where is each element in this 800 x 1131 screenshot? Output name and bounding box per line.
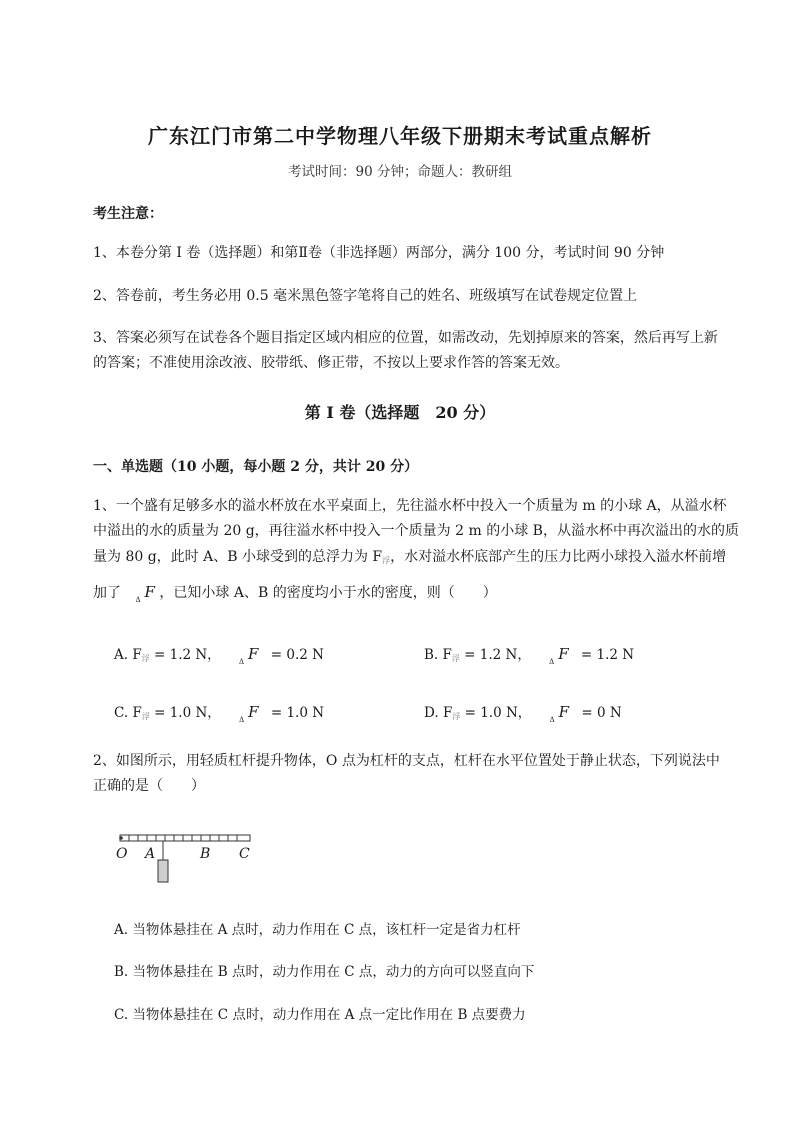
lever-ticks (129, 835, 237, 841)
notice-item-3-cont: 的答案；不准使用涂改液、胶带纸、修正带，不按以上要求作答的答案无效。 (93, 355, 569, 371)
q1-option-b[interactable]: B. $F_浮 = 1.2$ N， $_\Delta$ F = 1.2 N (424, 645, 635, 666)
q1-line-4: 加了 $_\Delta$ F ，已知小球 A、B 的密度均小于水的密度，则（ ） (93, 583, 497, 604)
delta-f-symbol: $_\Delta$ F (135, 583, 155, 604)
page-subtitle: 考试时间：90 分钟；命题人：教研组 (288, 164, 512, 180)
section-title: 第 I 卷（选择题 20 分） (304, 403, 496, 422)
notice-item-3: 3、答案必须写在试卷各个题目指定区域内相应的位置，如需改动，先划掉原来的答案，然后再写上新 (93, 330, 718, 346)
q1-line-1: 1、一个盛有足够多水的溢水杯放在水平桌面上，先往溢水杯中投入一个质量为 m 的小球 A，从溢水杯 (93, 498, 727, 514)
q2-option-a[interactable]: A. 当物体悬挂在 A 点时，动力作用在 C 点，该杠杆一定是省力杠杆 (114, 922, 521, 938)
q2-option-b[interactable]: B. 当物体悬挂在 B 点时，动力作用在 C 点，动力的方向可以竖直向下 (114, 964, 535, 980)
q2-line-1: 2、如图所示，用轻质杠杆提升物体，O 点为杠杆的支点，杠杆在水平位置处于静止状态，下列说法中 (93, 753, 720, 769)
pivot-point (119, 836, 123, 840)
lever-diagram (115, 828, 265, 892)
q1-option-d[interactable]: D. $F_浮 = 1.0$ N， $_\Delta$ F = 0 N (424, 703, 622, 724)
notice-item-2: 2、答卷前，考生务必用 0.5 毫米黑色签字笔将自己的姓名、班级填写在试卷规定位置上 (93, 288, 638, 304)
notice-heading: 考生注意： (93, 206, 163, 222)
q1-line-3: 量为 80 g，此时 A、B 小球受到的总浮力为 $F_浮$，水对溢水杯底部产生的压力比两小球投入溢水杯前增 (93, 549, 727, 565)
label-o: O (116, 846, 128, 862)
q1-line-2: 中溢出的水的质量为 20 g，再往溢水杯中投入一个质量为 2 m 的小球 B，从溢水杯中再次溢出的水的质 (93, 523, 739, 539)
label-c: C (239, 846, 250, 862)
label-a: A (145, 846, 156, 862)
q1-option-c[interactable]: C. $F_浮 = 1.0$ N， $_\Delta$ F = 1.0 N (114, 703, 325, 724)
notice-item-1: 1、本卷分第 I 卷（选择题）和第Ⅱ卷（非选择题）两部分，满分 100 分，考试时间 90 分钟 (93, 245, 665, 261)
part-heading: 一、单选题（10 小题，每小题 2 分，共计 20 分） (93, 459, 419, 475)
q2-line-2: 正确的是（ ） (93, 778, 205, 794)
q2-option-c[interactable]: C. 当物体悬挂在 C 点时，动力作用在 A 点一定比作用在 B 点要费力 (114, 1007, 526, 1023)
page-title: 广东江门市第二中学物理八年级下册期末考试重点解析 (148, 124, 652, 148)
hanging-weight (158, 860, 168, 882)
label-b: B (200, 846, 211, 862)
q1-option-a[interactable]: A. $F_浮 = 1.2$ N， $_\Delta$ F = 0.2 N (114, 645, 324, 666)
